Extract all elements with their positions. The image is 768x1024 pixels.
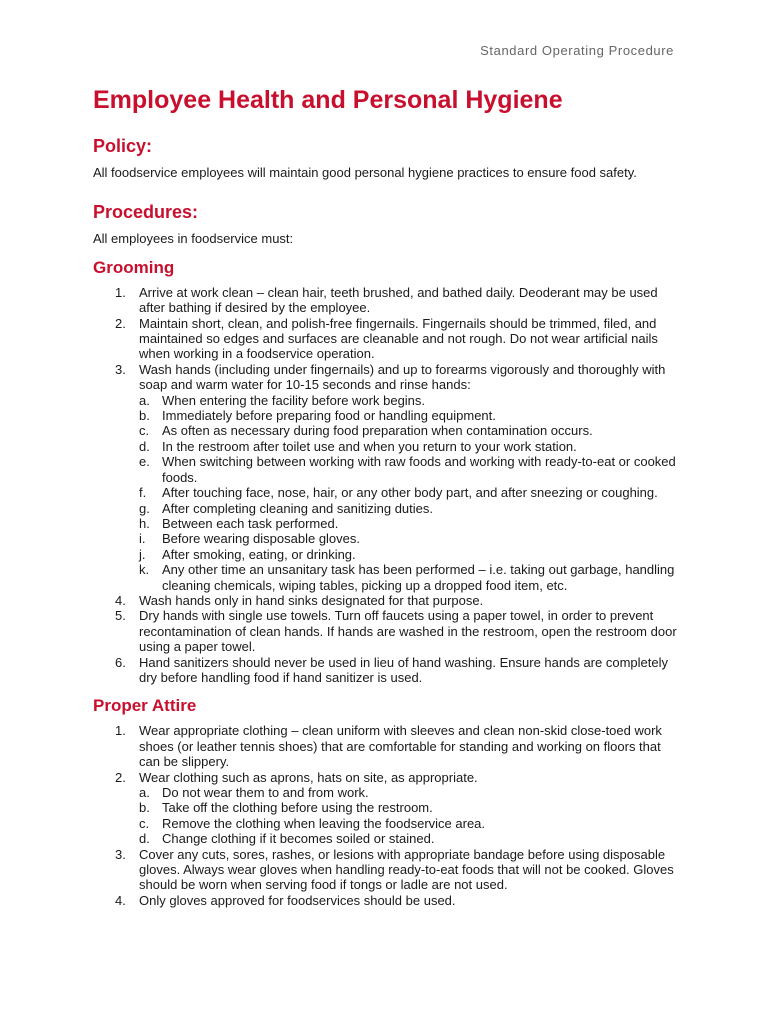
- sub-list-item-text: Remove the clothing when leaving the foodservice area.: [162, 815, 486, 831]
- list-item: [93, 655, 677, 686]
- sub-list-item-text: Any other time an unsanitary task has been performed – i.e. taking out garbage, handling cleaning chemicals, wiping tables, picking up a dropped food item, etc.: [162, 562, 675, 593]
- sub-list-item-text: After completing cleaning and sanitizing duties.: [162, 500, 433, 516]
- sub-list-item-letter: b.: [139, 800, 150, 816]
- sub-list-item: [139, 531, 677, 546]
- sub-list-item-text: When entering the facility before work begins.: [162, 392, 426, 408]
- sub-list: [139, 785, 677, 847]
- sub-list-item-letter: d.: [139, 831, 150, 847]
- sub-list-item-letter: a.: [139, 392, 150, 408]
- sub-list-item: [139, 516, 677, 531]
- grooming-heading: Grooming: [93, 257, 175, 277]
- list-item-number: 3.: [115, 361, 126, 377]
- sub-list-item-letter: a.: [139, 785, 150, 800]
- list-item-number: 6.: [115, 654, 126, 670]
- document-title: Employee Health and Personal Hygiene: [93, 86, 563, 114]
- sub-list-item: [139, 393, 677, 408]
- list-item: [93, 893, 677, 908]
- sub-list-item-text: Before wearing disposable gloves.: [162, 531, 361, 547]
- sub-list-item-text: In the restroom after toilet use and when you return to your work station.: [162, 438, 577, 454]
- list-item-number: 5.: [115, 608, 126, 624]
- procedures-intro: All employees in foodservice must:: [93, 231, 294, 247]
- sub-list-item: [139, 423, 677, 438]
- list-item-text: Hand sanitizers should never be used in lieu of hand washing. Ensure hands are completely dry before handling food if hand sanitizer is used.: [139, 654, 668, 685]
- procedures-heading: Procedures:: [93, 202, 199, 223]
- sub-list-item: [139, 562, 677, 593]
- list-item-text: Wash hands only in hand sinks designated for that purpose.: [139, 592, 484, 608]
- list-item-text: Wash hands (including under fingernails) and up to forearms vigorously and thoroughly with soap and warm water for 10-15 seconds and rinse hands:: [139, 361, 666, 393]
- sub-list-item-text: After touching face, nose, hair, or any other body part, and after sneezing or coughing.: [162, 485, 658, 501]
- sub-list-item-letter: k.: [139, 562, 150, 578]
- list-item-text: Wear appropriate clothing – clean uniform with sleeves and clean non-skid close-toed work shoes (or leather tennis shoes) that are comfortable for standing and working on floors that can be slippery.: [139, 723, 662, 770]
- list-item: [93, 285, 677, 316]
- list-item-text: Arrive at work clean – clean hair, teeth brushed, and bathed daily. Deoderant may be used after bathing if desired by the employee.: [139, 284, 658, 316]
- sub-list-item: [139, 408, 677, 423]
- sub-list-item: [139, 785, 677, 800]
- sub-list-item-text: Do not wear them to and from work.: [162, 785, 369, 800]
- list-item-text: Maintain short, clean, and polish-free fingernails. Fingernails should be trimmed, filed, and maintained so edges and surfaces are cleanable and not rough. Do not wear artificial nails when working in a foodservice operation.: [139, 315, 658, 362]
- list-item: [93, 847, 677, 893]
- sub-list-item: [139, 816, 677, 831]
- sub-list-item-letter: b.: [139, 408, 150, 424]
- list-item-text: Wear clothing such as aprons, hats on site, as appropriate.: [139, 769, 478, 785]
- list-item-number: 4.: [115, 592, 126, 608]
- list-item: [93, 316, 677, 362]
- sub-list-item: [139, 485, 677, 500]
- list-item-number: 2.: [115, 315, 126, 331]
- list-item-number: 2.: [115, 769, 126, 785]
- list-item-number: 3.: [115, 846, 126, 862]
- sub-list-item-letter: j.: [139, 546, 146, 562]
- sub-list-item: [139, 831, 677, 846]
- sub-list-item-text: Change clothing if it becomes soiled or stained.: [162, 831, 435, 847]
- sub-list-item: [139, 501, 677, 516]
- list-item: [93, 362, 677, 593]
- list-item-number: 1.: [115, 284, 126, 300]
- sub-list-item-text: When switching between working with raw foods and working with ready-to-eat or cooked foods.: [162, 454, 676, 485]
- list-item-text: Only gloves approved for foodservices should be used.: [139, 892, 456, 908]
- sub-list-item-text: Between each task performed.: [162, 515, 339, 531]
- sub-list-item-text: As often as necessary during food preparation when contamination occurs.: [162, 423, 593, 439]
- attire-heading: Proper Attire: [93, 696, 197, 716]
- list-item: [93, 608, 677, 654]
- sub-list-item-letter: f.: [139, 485, 147, 501]
- sub-list-item: [139, 454, 677, 485]
- sub-list-item-letter: d.: [139, 438, 150, 454]
- attire-list: [93, 723, 677, 908]
- document-body: [93, 84, 677, 908]
- document-header-label: Standard Operating Procedure: [480, 43, 674, 58]
- list-item: [93, 723, 677, 769]
- sub-list-item: [139, 800, 677, 815]
- sub-list-item-letter: g.: [139, 500, 150, 516]
- list-item-text: Dry hands with single use towels. Turn off faucets using a paper towel, in order to prevent recontamination of clean hands. If hands are washed in the restroom, open the restroom door using a paper towel.: [139, 608, 677, 655]
- list-item-number: 4.: [115, 892, 126, 908]
- grooming-list: [93, 285, 677, 686]
- sub-list-item-text: Take off the clothing before using the restroom.: [162, 800, 433, 816]
- sub-list-item: [139, 439, 677, 454]
- list-item-number: 1.: [115, 723, 126, 739]
- sub-list-item-text: After smoking, eating, or drinking.: [162, 546, 356, 562]
- sub-list-item-letter: e.: [139, 454, 150, 470]
- sub-list-item-letter: c.: [139, 815, 150, 831]
- sub-list-item-letter: i.: [139, 531, 146, 547]
- list-item: [93, 770, 677, 847]
- list-item-text: Cover any cuts, sores, rashes, or lesions with appropriate bandage before using disposable gloves. Always wear gloves when handling ready-to-eat foods that will not be cooked. Gloves should be worn when serving food if tongs or ladle are not used.: [139, 846, 674, 893]
- sub-list-item-letter: h.: [139, 515, 150, 531]
- policy-text: All foodservice employees will maintain good personal hygiene practices to ensure food safety.: [93, 165, 637, 180]
- sub-list-item-text: Immediately before preparing food or handling equipment.: [162, 408, 496, 424]
- sub-list-item: [139, 547, 677, 562]
- sub-list: [139, 393, 677, 593]
- list-item: [93, 593, 677, 608]
- sub-list-item-letter: c.: [139, 423, 150, 439]
- policy-heading: Policy:: [93, 136, 153, 156]
